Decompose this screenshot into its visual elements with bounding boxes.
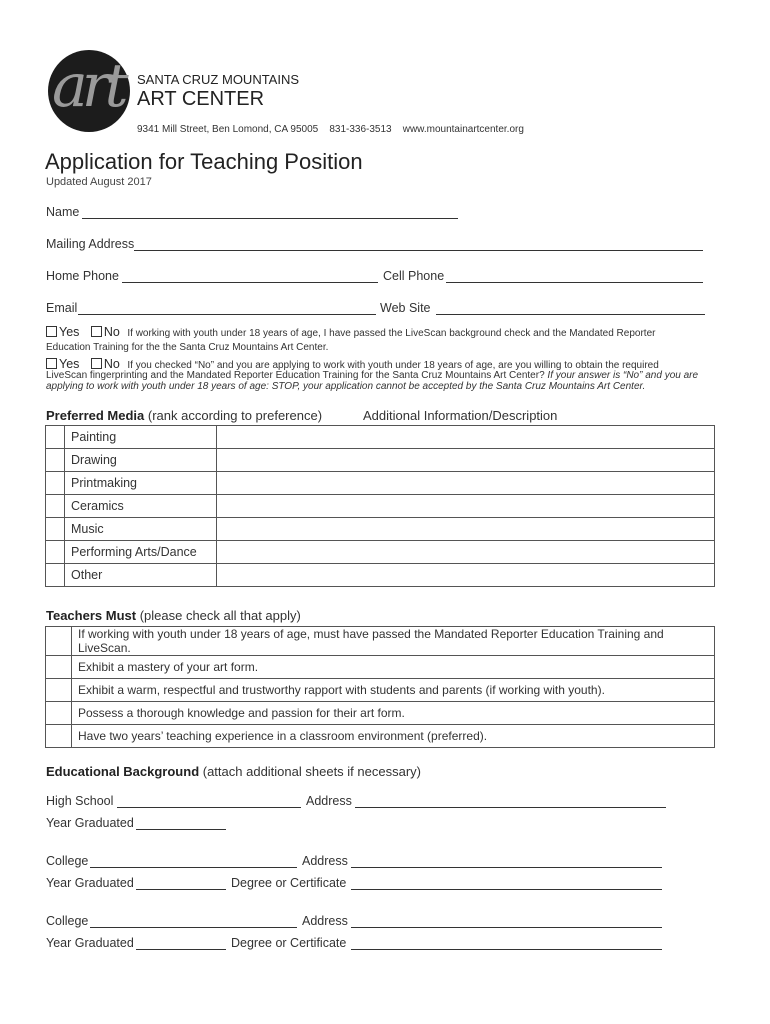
question-2-text: If you checked “No” and you are applying to work with youth under 18 years of age, are you willing to obtain the required: [127, 360, 659, 371]
media-painting: Painting: [65, 426, 217, 449]
college-2-year-label: Year Graduated: [46, 936, 134, 950]
rank-box-ceramics[interactable]: [46, 495, 65, 518]
preferred-media-table: [45, 425, 715, 587]
org-address: 9341 Mill Street, Ben Lomond, CA 95005 831-336-3513 www.mountainartcenter.org: [137, 124, 524, 135]
check-box-requirement-5[interactable]: [46, 725, 72, 748]
yes-label-2: Yes: [59, 357, 80, 371]
table-row: [46, 679, 715, 702]
preferred-media-heading-rest: (rank according to preference): [144, 408, 323, 423]
name-label: Name: [46, 205, 80, 219]
media-music: Music: [65, 518, 217, 541]
college-1-degree-label: Degree or Certificate: [231, 876, 347, 890]
table-row: [46, 495, 715, 518]
table-row: [46, 725, 715, 748]
question-2-warning: If your answer is “No” and you are: [547, 370, 699, 381]
preferred-media-heading-bold: Preferred Media: [46, 408, 145, 423]
teachers-must-heading-rest: (please check all that apply): [136, 608, 301, 623]
rank-box-music[interactable]: [46, 518, 65, 541]
no-checkbox-1[interactable]: [91, 326, 102, 337]
high-school-address-label: Address: [306, 794, 352, 808]
media-other: Other: [65, 564, 217, 587]
high-school-field[interactable]: [117, 807, 301, 808]
requirement-4: Possess a thorough knowledge and passion for their art form.: [72, 702, 715, 725]
rank-box-other[interactable]: [46, 564, 65, 587]
check-box-requirement-3[interactable]: [46, 679, 72, 702]
no-checkbox-2[interactable]: [91, 358, 102, 369]
form-title: Application for Teaching Position: [45, 149, 363, 174]
high-school-year-field[interactable]: [136, 829, 226, 830]
question-1-text-cont: Education Training for the the Santa Cruz Mountains Art Center.: [46, 342, 329, 353]
teachers-must-table: [45, 626, 715, 748]
question-2-text-cont: [46, 370, 698, 381]
mailing-address-label: Mailing Address: [46, 237, 135, 251]
form-updated-date: Updated August 2017: [46, 176, 152, 188]
no-label-1: No: [103, 325, 120, 339]
rank-box-painting[interactable]: [46, 426, 65, 449]
education-heading-rest: (attach additional sheets if necessary): [199, 764, 421, 779]
requirement-3: Exhibit a warm, respectful and trustworthy rapport with students and parents (if working with youth).: [72, 679, 715, 702]
high-school-year-label: Year Graduated: [46, 816, 134, 830]
no-label-2: No: [103, 357, 120, 371]
table-row: [46, 627, 715, 656]
education-heading-bold: Educational Background: [46, 764, 200, 779]
question-1-text: If working with youth under 18 years of age, I have passed the LiveScan background check and the Mandated Reporter: [127, 328, 656, 339]
rank-box-printmaking[interactable]: [46, 472, 65, 495]
cell-phone-label: Cell Phone: [383, 269, 445, 283]
org-name-line1: SANTA CRUZ MOUNTAINS: [137, 72, 300, 87]
requirement-2: Exhibit a mastery of your art form.: [72, 656, 715, 679]
college-2-degree-field[interactable]: [351, 949, 662, 950]
rank-box-performing-arts[interactable]: [46, 541, 65, 564]
yes-label-1: Yes: [59, 325, 80, 339]
college-1-address-label: Address: [302, 854, 348, 868]
teachers-must-heading-bold: Teachers Must: [46, 608, 137, 623]
table-row: [46, 564, 715, 587]
college-1-label: College: [46, 854, 89, 868]
cell-phone-field[interactable]: [446, 282, 703, 283]
table-row: [46, 541, 715, 564]
college-2-field[interactable]: [90, 927, 297, 928]
check-box-requirement-4[interactable]: [46, 702, 72, 725]
table-row: [46, 656, 715, 679]
email-field[interactable]: [78, 314, 376, 315]
college-2-address-field[interactable]: [351, 927, 662, 928]
question-1: [46, 325, 655, 339]
high-school-address-field[interactable]: [355, 807, 666, 808]
rank-box-drawing[interactable]: [46, 449, 65, 472]
yes-checkbox-2[interactable]: [46, 358, 57, 369]
name-field[interactable]: [82, 218, 458, 219]
teachers-must-heading: [46, 608, 301, 623]
requirement-1: If working with youth under 18 years of age, must have passed the Mandated Reporter Education Training and LiveScan.: [72, 627, 715, 656]
web-site-label: Web Site: [380, 301, 431, 315]
question-2-text-line2: LiveScan fingerprinting and the Mandated Reporter Education Training for the Santa Cruz Mountains Art Center?: [46, 370, 545, 381]
college-1-address-field[interactable]: [351, 867, 662, 868]
home-phone-field[interactable]: [122, 282, 378, 283]
check-box-requirement-2[interactable]: [46, 656, 72, 679]
college-2-address-label: Address: [302, 914, 348, 928]
preferred-media-heading: [46, 408, 322, 423]
home-phone-label: Home Phone: [46, 269, 119, 283]
web-site-field[interactable]: [436, 314, 705, 315]
college-2-year-field[interactable]: [136, 949, 226, 950]
description-ceramics[interactable]: [217, 495, 715, 518]
description-painting[interactable]: [217, 426, 715, 449]
check-box-requirement-1[interactable]: [46, 627, 72, 656]
additional-info-heading: Additional Information/Description: [363, 408, 558, 423]
table-row: [46, 426, 715, 449]
high-school-label: High School: [46, 794, 114, 808]
yes-checkbox-1[interactable]: [46, 326, 57, 337]
media-printmaking: Printmaking: [65, 472, 217, 495]
college-2-degree-label: Degree or Certificate: [231, 936, 347, 950]
table-row: [46, 449, 715, 472]
question-2: [46, 357, 659, 371]
org-name-line2: ART CENTER: [137, 88, 265, 110]
logo-art-mark: art: [52, 51, 123, 121]
description-printmaking[interactable]: [217, 472, 715, 495]
table-row: [46, 472, 715, 495]
description-music[interactable]: [217, 518, 715, 541]
media-performing-arts: Performing Arts/Dance: [65, 541, 217, 564]
education-heading: [46, 764, 421, 779]
media-drawing: Drawing: [65, 449, 217, 472]
college-2-label: College: [46, 914, 89, 928]
email-label: Email: [46, 301, 78, 315]
college-1-field[interactable]: [90, 867, 297, 868]
college-1-year-field[interactable]: [136, 889, 226, 890]
description-other[interactable]: [217, 564, 715, 587]
mailing-address-field[interactable]: [134, 250, 703, 251]
description-drawing[interactable]: [217, 449, 715, 472]
table-row: [46, 702, 715, 725]
college-1-year-label: Year Graduated: [46, 876, 134, 890]
college-1-degree-field[interactable]: [351, 889, 662, 890]
requirement-5: Have two years’ teaching experience in a classroom environment (preferred).: [72, 725, 715, 748]
media-ceramics: Ceramics: [65, 495, 217, 518]
description-performing-arts[interactable]: [217, 541, 715, 564]
table-row: [46, 518, 715, 541]
question-2-warning-cont: applying to work with youth under 18 years of age: STOP, your application cannot be accepted by the Santa Cruz Mountains Art Center.: [46, 381, 646, 392]
